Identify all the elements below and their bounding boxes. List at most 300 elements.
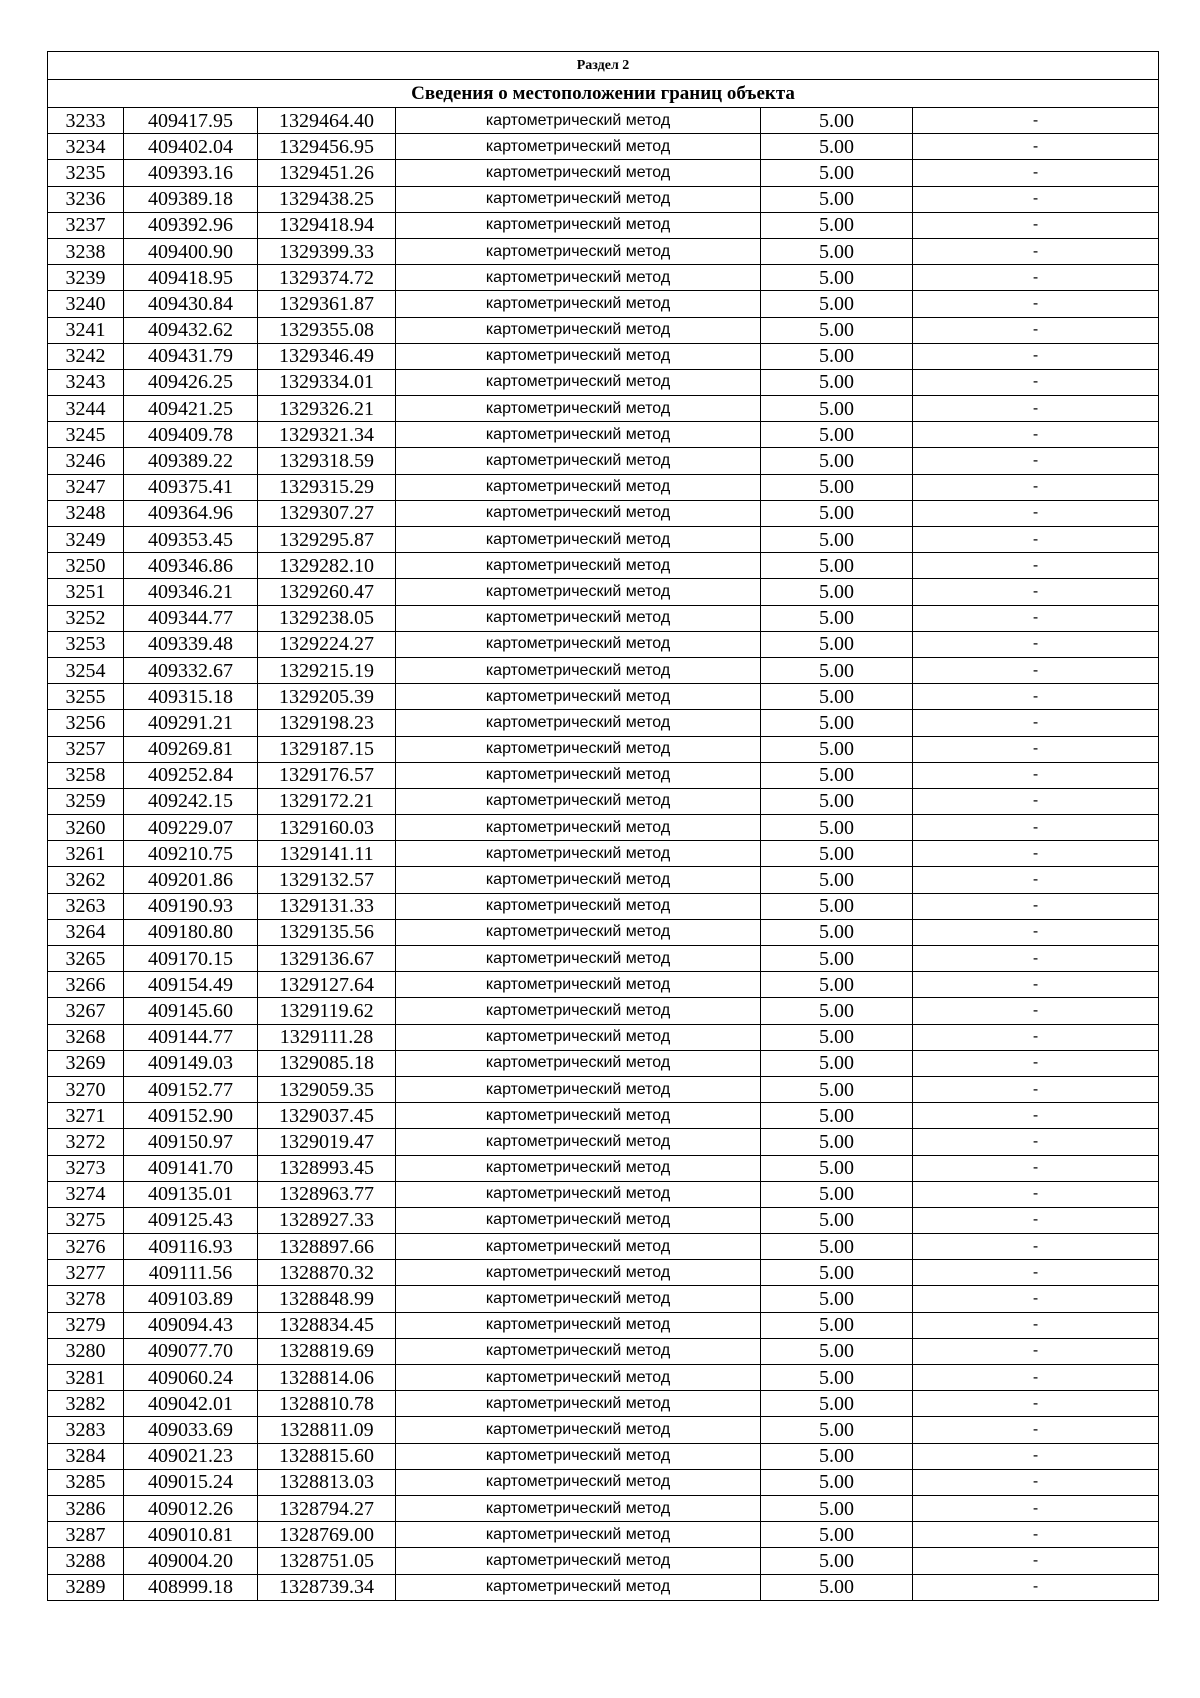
point-number-cell: 3233 (48, 108, 124, 134)
description-cell: - (913, 631, 1159, 657)
document-page (47, 51, 1158, 1601)
description-cell: - (913, 1469, 1159, 1495)
method-cell: картометрический метод (396, 1286, 761, 1312)
accuracy-cell: 5.00 (761, 815, 913, 841)
accuracy-cell: 5.00 (761, 1181, 913, 1207)
description-cell: - (913, 1548, 1159, 1574)
x-coordinate-cell: 409190.93 (124, 893, 258, 919)
accuracy-cell: 5.00 (761, 1469, 913, 1495)
description-cell: - (913, 186, 1159, 212)
accuracy-cell: 5.00 (761, 238, 913, 264)
point-number-cell: 3267 (48, 998, 124, 1024)
description-cell: - (913, 265, 1159, 291)
accuracy-cell: 5.00 (761, 1129, 913, 1155)
x-coordinate-cell: 409344.77 (124, 605, 258, 631)
table-row (48, 186, 1159, 212)
table-row (48, 1312, 1159, 1338)
point-number-cell: 3287 (48, 1522, 124, 1548)
y-coordinate-cell: 1329037.45 (258, 1103, 396, 1129)
description-cell: - (913, 867, 1159, 893)
y-coordinate-cell: 1329361.87 (258, 291, 396, 317)
method-cell: картометрический метод (396, 186, 761, 212)
description-cell: - (913, 1050, 1159, 1076)
x-coordinate-cell: 409393.16 (124, 160, 258, 186)
y-coordinate-cell: 1329135.56 (258, 919, 396, 945)
point-number-cell: 3235 (48, 160, 124, 186)
x-coordinate-cell: 409353.45 (124, 527, 258, 553)
table-row (48, 474, 1159, 500)
y-coordinate-cell: 1329119.62 (258, 998, 396, 1024)
method-cell: картометрический метод (396, 474, 761, 500)
method-cell: картометрический метод (396, 1391, 761, 1417)
accuracy-cell: 5.00 (761, 500, 913, 526)
y-coordinate-cell: 1328751.05 (258, 1548, 396, 1574)
accuracy-cell: 5.00 (761, 1338, 913, 1364)
description-cell: - (913, 1076, 1159, 1102)
point-number-cell: 3238 (48, 238, 124, 264)
point-number-cell: 3250 (48, 553, 124, 579)
table-row (48, 238, 1159, 264)
table-row (48, 893, 1159, 919)
method-cell: картометрический метод (396, 1312, 761, 1338)
description-cell: - (913, 343, 1159, 369)
y-coordinate-cell: 1329315.29 (258, 474, 396, 500)
table-row (48, 212, 1159, 238)
x-coordinate-cell: 409094.43 (124, 1312, 258, 1338)
point-number-cell: 3243 (48, 369, 124, 395)
point-number-cell: 3269 (48, 1050, 124, 1076)
accuracy-cell: 5.00 (761, 1260, 913, 1286)
y-coordinate-cell: 1329215.19 (258, 657, 396, 683)
point-number-cell: 3280 (48, 1338, 124, 1364)
table-row (48, 1548, 1159, 1574)
y-coordinate-cell: 1329307.27 (258, 500, 396, 526)
method-cell: картометрический метод (396, 657, 761, 683)
method-cell: картометрический метод (396, 448, 761, 474)
accuracy-cell: 5.00 (761, 1312, 913, 1338)
table-row (48, 396, 1159, 422)
method-cell: картометрический метод (396, 1103, 761, 1129)
y-coordinate-cell: 1329111.28 (258, 1024, 396, 1050)
accuracy-cell: 5.00 (761, 1443, 913, 1469)
x-coordinate-cell: 409103.89 (124, 1286, 258, 1312)
y-coordinate-cell: 1328794.27 (258, 1495, 396, 1521)
method-cell: картометрический метод (396, 396, 761, 422)
point-number-cell: 3265 (48, 946, 124, 972)
y-coordinate-cell: 1328848.99 (258, 1286, 396, 1312)
table-row (48, 553, 1159, 579)
description-cell: - (913, 1129, 1159, 1155)
accuracy-cell: 5.00 (761, 1495, 913, 1521)
method-cell: картометрический метод (396, 1234, 761, 1260)
y-coordinate-cell: 1329456.95 (258, 134, 396, 160)
point-number-cell: 3240 (48, 291, 124, 317)
point-number-cell: 3288 (48, 1548, 124, 1574)
method-cell: картометрический метод (396, 710, 761, 736)
x-coordinate-cell: 409402.04 (124, 134, 258, 160)
x-coordinate-cell: 409375.41 (124, 474, 258, 500)
point-number-cell: 3275 (48, 1207, 124, 1233)
description-cell: - (913, 317, 1159, 343)
table-row (48, 946, 1159, 972)
table-row (48, 1443, 1159, 1469)
table-row (48, 1391, 1159, 1417)
description-cell: - (913, 1495, 1159, 1521)
method-cell: картометрический метод (396, 867, 761, 893)
y-coordinate-cell: 1329131.33 (258, 893, 396, 919)
x-coordinate-cell: 409346.86 (124, 553, 258, 579)
table-row (48, 1365, 1159, 1391)
table-row (48, 1129, 1159, 1155)
point-number-cell: 3285 (48, 1469, 124, 1495)
description-cell: - (913, 1024, 1159, 1050)
accuracy-cell: 5.00 (761, 946, 913, 972)
table-row (48, 815, 1159, 841)
point-number-cell: 3272 (48, 1129, 124, 1155)
table-row (48, 291, 1159, 317)
table-row (48, 1207, 1159, 1233)
x-coordinate-cell: 409033.69 (124, 1417, 258, 1443)
accuracy-cell: 5.00 (761, 1155, 913, 1181)
description-cell: - (913, 710, 1159, 736)
description-cell: - (913, 134, 1159, 160)
x-coordinate-cell: 409042.01 (124, 1391, 258, 1417)
table-row (48, 160, 1159, 186)
y-coordinate-cell: 1329321.34 (258, 422, 396, 448)
description-cell: - (913, 1522, 1159, 1548)
table-row (48, 579, 1159, 605)
description-cell: - (913, 605, 1159, 631)
table-row (48, 500, 1159, 526)
point-number-cell: 3261 (48, 841, 124, 867)
y-coordinate-cell: 1329346.49 (258, 343, 396, 369)
method-cell: картометрический метод (396, 134, 761, 160)
method-cell: картометрический метод (396, 684, 761, 710)
description-cell: - (913, 1312, 1159, 1338)
table-row (48, 265, 1159, 291)
y-coordinate-cell: 1328834.45 (258, 1312, 396, 1338)
point-number-cell: 3284 (48, 1443, 124, 1469)
accuracy-cell: 5.00 (761, 710, 913, 736)
x-coordinate-cell: 409210.75 (124, 841, 258, 867)
y-coordinate-cell: 1328814.06 (258, 1365, 396, 1391)
x-coordinate-cell: 409012.26 (124, 1495, 258, 1521)
x-coordinate-cell: 409389.18 (124, 186, 258, 212)
description-cell: - (913, 1260, 1159, 1286)
table-row (48, 134, 1159, 160)
method-cell: картометрический метод (396, 1365, 761, 1391)
description-cell: - (913, 1417, 1159, 1443)
table-row (48, 343, 1159, 369)
point-number-cell: 3282 (48, 1391, 124, 1417)
y-coordinate-cell: 1328769.00 (258, 1522, 396, 1548)
x-coordinate-cell: 409170.15 (124, 946, 258, 972)
y-coordinate-cell: 1329019.47 (258, 1129, 396, 1155)
description-cell: - (913, 396, 1159, 422)
x-coordinate-cell: 409291.21 (124, 710, 258, 736)
point-number-cell: 3251 (48, 579, 124, 605)
accuracy-cell: 5.00 (761, 422, 913, 448)
table-row (48, 1103, 1159, 1129)
accuracy-cell: 5.00 (761, 343, 913, 369)
description-cell: - (913, 527, 1159, 553)
accuracy-cell: 5.00 (761, 527, 913, 553)
description-cell: - (913, 579, 1159, 605)
table-row (48, 1495, 1159, 1521)
table-row (48, 762, 1159, 788)
method-cell: картометрический метод (396, 841, 761, 867)
point-number-cell: 3276 (48, 1234, 124, 1260)
description-cell: - (913, 238, 1159, 264)
x-coordinate-cell: 409144.77 (124, 1024, 258, 1050)
table-row (48, 867, 1159, 893)
method-cell: картометрический метод (396, 317, 761, 343)
table-body (48, 52, 1159, 1601)
point-number-cell: 3281 (48, 1365, 124, 1391)
y-coordinate-cell: 1329464.40 (258, 108, 396, 134)
y-coordinate-cell: 1329198.23 (258, 710, 396, 736)
y-coordinate-cell: 1329282.10 (258, 553, 396, 579)
method-cell: картометрический метод (396, 605, 761, 631)
point-number-cell: 3259 (48, 788, 124, 814)
method-cell: картометрический метод (396, 1181, 761, 1207)
description-cell: - (913, 553, 1159, 579)
description-cell: - (913, 893, 1159, 919)
method-cell: картометрический метод (396, 1548, 761, 1574)
table-row (48, 998, 1159, 1024)
point-number-cell: 3279 (48, 1312, 124, 1338)
description-cell: - (913, 1155, 1159, 1181)
x-coordinate-cell: 409389.22 (124, 448, 258, 474)
table-row (48, 1260, 1159, 1286)
point-number-cell: 3268 (48, 1024, 124, 1050)
y-coordinate-cell: 1329176.57 (258, 762, 396, 788)
point-number-cell: 3278 (48, 1286, 124, 1312)
y-coordinate-cell: 1328739.34 (258, 1574, 396, 1600)
x-coordinate-cell: 409116.93 (124, 1234, 258, 1260)
y-coordinate-cell: 1329260.47 (258, 579, 396, 605)
description-cell: - (913, 788, 1159, 814)
table-row (48, 1522, 1159, 1548)
table-row (48, 972, 1159, 998)
table-row (48, 1181, 1159, 1207)
y-coordinate-cell: 1329326.21 (258, 396, 396, 422)
accuracy-cell: 5.00 (761, 1207, 913, 1233)
point-number-cell: 3286 (48, 1495, 124, 1521)
x-coordinate-cell: 409141.70 (124, 1155, 258, 1181)
accuracy-cell: 5.00 (761, 108, 913, 134)
y-coordinate-cell: 1329172.21 (258, 788, 396, 814)
y-coordinate-cell: 1329295.87 (258, 527, 396, 553)
description-cell: - (913, 1443, 1159, 1469)
method-cell: картометрический метод (396, 919, 761, 945)
method-cell: картометрический метод (396, 946, 761, 972)
method-cell: картометрический метод (396, 108, 761, 134)
accuracy-cell: 5.00 (761, 1103, 913, 1129)
x-coordinate-cell: 409426.25 (124, 369, 258, 395)
method-cell: картометрический метод (396, 736, 761, 762)
x-coordinate-cell: 409111.56 (124, 1260, 258, 1286)
accuracy-cell: 5.00 (761, 972, 913, 998)
method-cell: картометрический метод (396, 527, 761, 553)
description-cell: - (913, 369, 1159, 395)
x-coordinate-cell: 409421.25 (124, 396, 258, 422)
y-coordinate-cell: 1329438.25 (258, 186, 396, 212)
description-cell: - (913, 474, 1159, 500)
method-cell: картометрический метод (396, 1050, 761, 1076)
x-coordinate-cell: 409004.20 (124, 1548, 258, 1574)
accuracy-cell: 5.00 (761, 893, 913, 919)
method-cell: картометрический метод (396, 579, 761, 605)
method-cell: картометрический метод (396, 238, 761, 264)
boundary-coordinates-table (47, 51, 1159, 1601)
method-cell: картометрический метод (396, 343, 761, 369)
y-coordinate-cell: 1328813.03 (258, 1469, 396, 1495)
method-cell: картометрический метод (396, 893, 761, 919)
point-number-cell: 3260 (48, 815, 124, 841)
section-title: Сведения о местоположении границ объекта (48, 80, 1159, 108)
y-coordinate-cell: 1329355.08 (258, 317, 396, 343)
x-coordinate-cell: 409201.86 (124, 867, 258, 893)
y-coordinate-cell: 1329224.27 (258, 631, 396, 657)
point-number-cell: 3274 (48, 1181, 124, 1207)
method-cell: картометрический метод (396, 1260, 761, 1286)
y-coordinate-cell: 1329085.18 (258, 1050, 396, 1076)
accuracy-cell: 5.00 (761, 160, 913, 186)
y-coordinate-cell: 1328870.32 (258, 1260, 396, 1286)
x-coordinate-cell: 409315.18 (124, 684, 258, 710)
point-number-cell: 3258 (48, 762, 124, 788)
point-number-cell: 3253 (48, 631, 124, 657)
x-coordinate-cell: 409152.77 (124, 1076, 258, 1102)
point-number-cell: 3277 (48, 1260, 124, 1286)
accuracy-cell: 5.00 (761, 1024, 913, 1050)
method-cell: картометрический метод (396, 1443, 761, 1469)
accuracy-cell: 5.00 (761, 396, 913, 422)
method-cell: картометрический метод (396, 762, 761, 788)
table-row (48, 448, 1159, 474)
method-cell: картометрический метод (396, 291, 761, 317)
method-cell: картометрический метод (396, 631, 761, 657)
x-coordinate-cell: 409149.03 (124, 1050, 258, 1076)
x-coordinate-cell: 409152.90 (124, 1103, 258, 1129)
table-row (48, 422, 1159, 448)
description-cell: - (913, 1286, 1159, 1312)
x-coordinate-cell: 409269.81 (124, 736, 258, 762)
description-cell: - (913, 657, 1159, 683)
method-cell: картометрический метод (396, 160, 761, 186)
x-coordinate-cell: 409418.95 (124, 265, 258, 291)
method-cell: картометрический метод (396, 972, 761, 998)
description-cell: - (913, 815, 1159, 841)
section-header-row (48, 52, 1159, 80)
description-cell: - (913, 919, 1159, 945)
x-coordinate-cell: 409021.23 (124, 1443, 258, 1469)
accuracy-cell: 5.00 (761, 788, 913, 814)
y-coordinate-cell: 1329132.57 (258, 867, 396, 893)
accuracy-cell: 5.00 (761, 265, 913, 291)
accuracy-cell: 5.00 (761, 134, 913, 160)
y-coordinate-cell: 1329399.33 (258, 238, 396, 264)
description-cell: - (913, 448, 1159, 474)
table-row (48, 1338, 1159, 1364)
x-coordinate-cell: 409060.24 (124, 1365, 258, 1391)
section-label: Раздел 2 (48, 52, 1159, 80)
x-coordinate-cell: 409010.81 (124, 1522, 258, 1548)
method-cell: картометрический метод (396, 265, 761, 291)
table-row (48, 369, 1159, 395)
description-cell: - (913, 762, 1159, 788)
description-cell: - (913, 972, 1159, 998)
point-number-cell: 3237 (48, 212, 124, 238)
table-row (48, 1574, 1159, 1600)
method-cell: картометрический метод (396, 1155, 761, 1181)
table-row (48, 317, 1159, 343)
description-cell: - (913, 1574, 1159, 1600)
table-row (48, 684, 1159, 710)
accuracy-cell: 5.00 (761, 1417, 913, 1443)
y-coordinate-cell: 1328819.69 (258, 1338, 396, 1364)
method-cell: картометрический метод (396, 788, 761, 814)
point-number-cell: 3248 (48, 500, 124, 526)
x-coordinate-cell: 409400.90 (124, 238, 258, 264)
description-cell: - (913, 946, 1159, 972)
description-cell: - (913, 291, 1159, 317)
y-coordinate-cell: 1329451.26 (258, 160, 396, 186)
y-coordinate-cell: 1328811.09 (258, 1417, 396, 1443)
description-cell: - (913, 1365, 1159, 1391)
point-number-cell: 3245 (48, 422, 124, 448)
x-coordinate-cell: 409431.79 (124, 343, 258, 369)
y-coordinate-cell: 1328927.33 (258, 1207, 396, 1233)
point-number-cell: 3247 (48, 474, 124, 500)
y-coordinate-cell: 1328810.78 (258, 1391, 396, 1417)
x-coordinate-cell: 409364.96 (124, 500, 258, 526)
x-coordinate-cell: 408999.18 (124, 1574, 258, 1600)
table-row (48, 657, 1159, 683)
x-coordinate-cell: 409430.84 (124, 291, 258, 317)
description-cell: - (913, 841, 1159, 867)
y-coordinate-cell: 1329334.01 (258, 369, 396, 395)
description-cell: - (913, 1338, 1159, 1364)
method-cell: картометрический метод (396, 1207, 761, 1233)
x-coordinate-cell: 409417.95 (124, 108, 258, 134)
point-number-cell: 3262 (48, 867, 124, 893)
method-cell: картометрический метод (396, 1338, 761, 1364)
point-number-cell: 3257 (48, 736, 124, 762)
accuracy-cell: 5.00 (761, 1391, 913, 1417)
accuracy-cell: 5.00 (761, 684, 913, 710)
accuracy-cell: 5.00 (761, 736, 913, 762)
accuracy-cell: 5.00 (761, 1574, 913, 1600)
point-number-cell: 3242 (48, 343, 124, 369)
y-coordinate-cell: 1329374.72 (258, 265, 396, 291)
table-row (48, 1286, 1159, 1312)
accuracy-cell: 5.00 (761, 369, 913, 395)
description-cell: - (913, 160, 1159, 186)
method-cell: картометрический метод (396, 1495, 761, 1521)
x-coordinate-cell: 409252.84 (124, 762, 258, 788)
x-coordinate-cell: 409392.96 (124, 212, 258, 238)
description-cell: - (913, 108, 1159, 134)
table-row (48, 631, 1159, 657)
table-row (48, 1417, 1159, 1443)
accuracy-cell: 5.00 (761, 212, 913, 238)
method-cell: картометрический метод (396, 1024, 761, 1050)
accuracy-cell: 5.00 (761, 291, 913, 317)
point-number-cell: 3255 (48, 684, 124, 710)
x-coordinate-cell: 409229.07 (124, 815, 258, 841)
